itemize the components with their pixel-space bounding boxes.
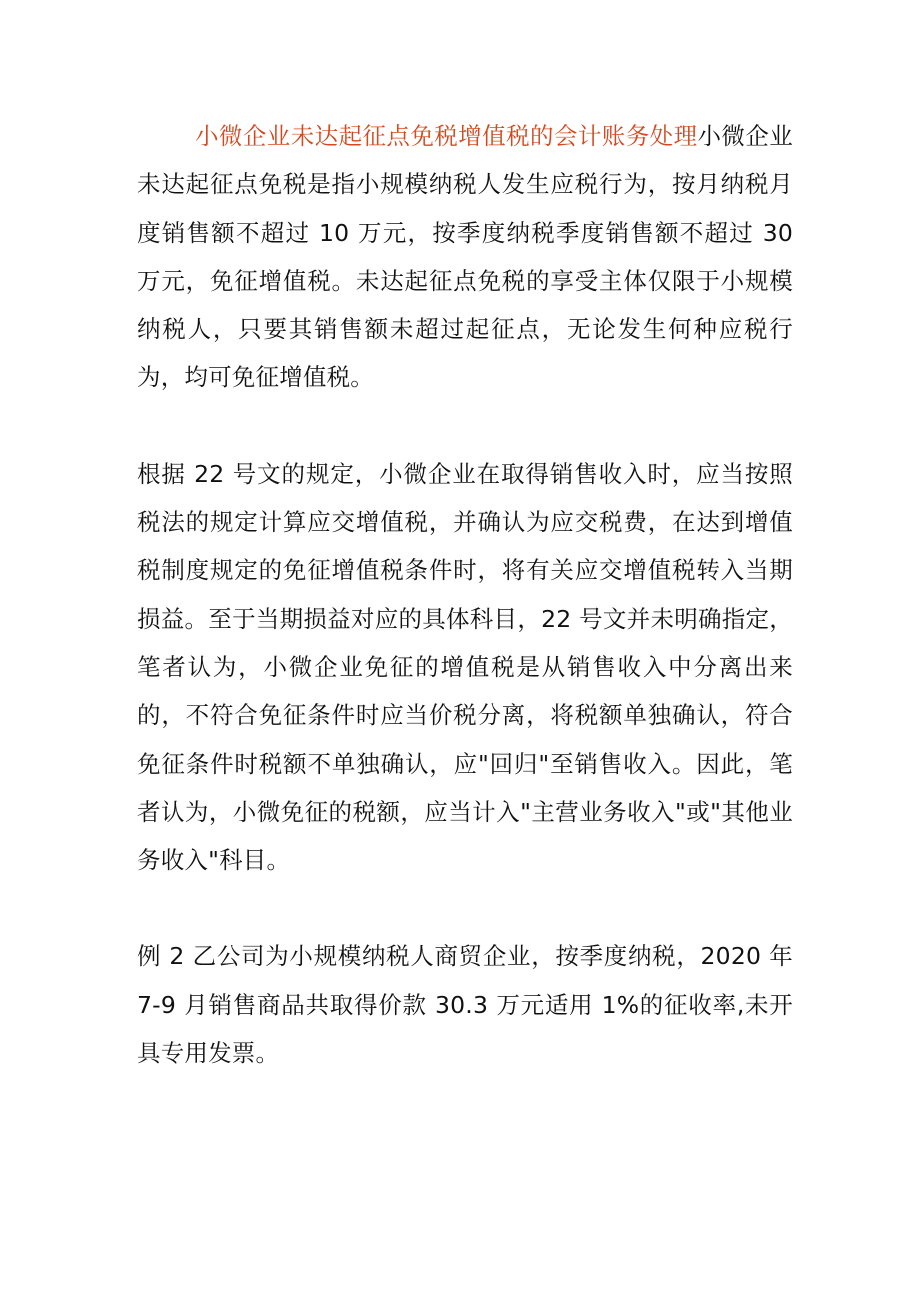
paragraph-2: 根据 22 号文的规定，小微企业在取得销售收入时，应当按照税法的规定计算应交增值税，并确认为应交税费，在达到增值税制度规定的免征增值税条件时，将有关应交增值税转入当期损益。至于当期损益对应的具体科目，22 号文并未明确指定，笔者认为，小微企业免征的增值税是从销售收入中分离出来的，不符合免征条件时应当价税分离，将税额单独确认，符合免征条件时税额不单独确认，应"回归"至销售收入。因此，笔者认为，小微免征的税额，应当计入"主营业务收入"或"其他业务收入"科目。	[137, 459, 793, 875]
document-title: 小微企业未达起征点免税增值税的会计账务处理	[195, 122, 698, 150]
intro-paragraph	[137, 112, 793, 402]
paragraph-1-text: 小微企业未达起征点免税是指小规模纳税人发生应税行为，按月纳税月度销售额不超过 10 万元，按季度纳税季度销售额不超过 30 万元，免征增值税。未达起征点免税的享受主体仅限于小规模纳税人，只要其销售额未超过起征点，无论发生何种应税行为，均可免征增值税。	[137, 122, 793, 392]
paragraph-3-example: 例 2 乙公司为小规模纳税人商贸企业，按季度纳税，2020 年 7-9 月销售商品共取得价款 30.3 万元适用 1%的征收率,未开具专用发票。	[137, 942, 793, 1068]
document-page	[137, 112, 793, 1125]
